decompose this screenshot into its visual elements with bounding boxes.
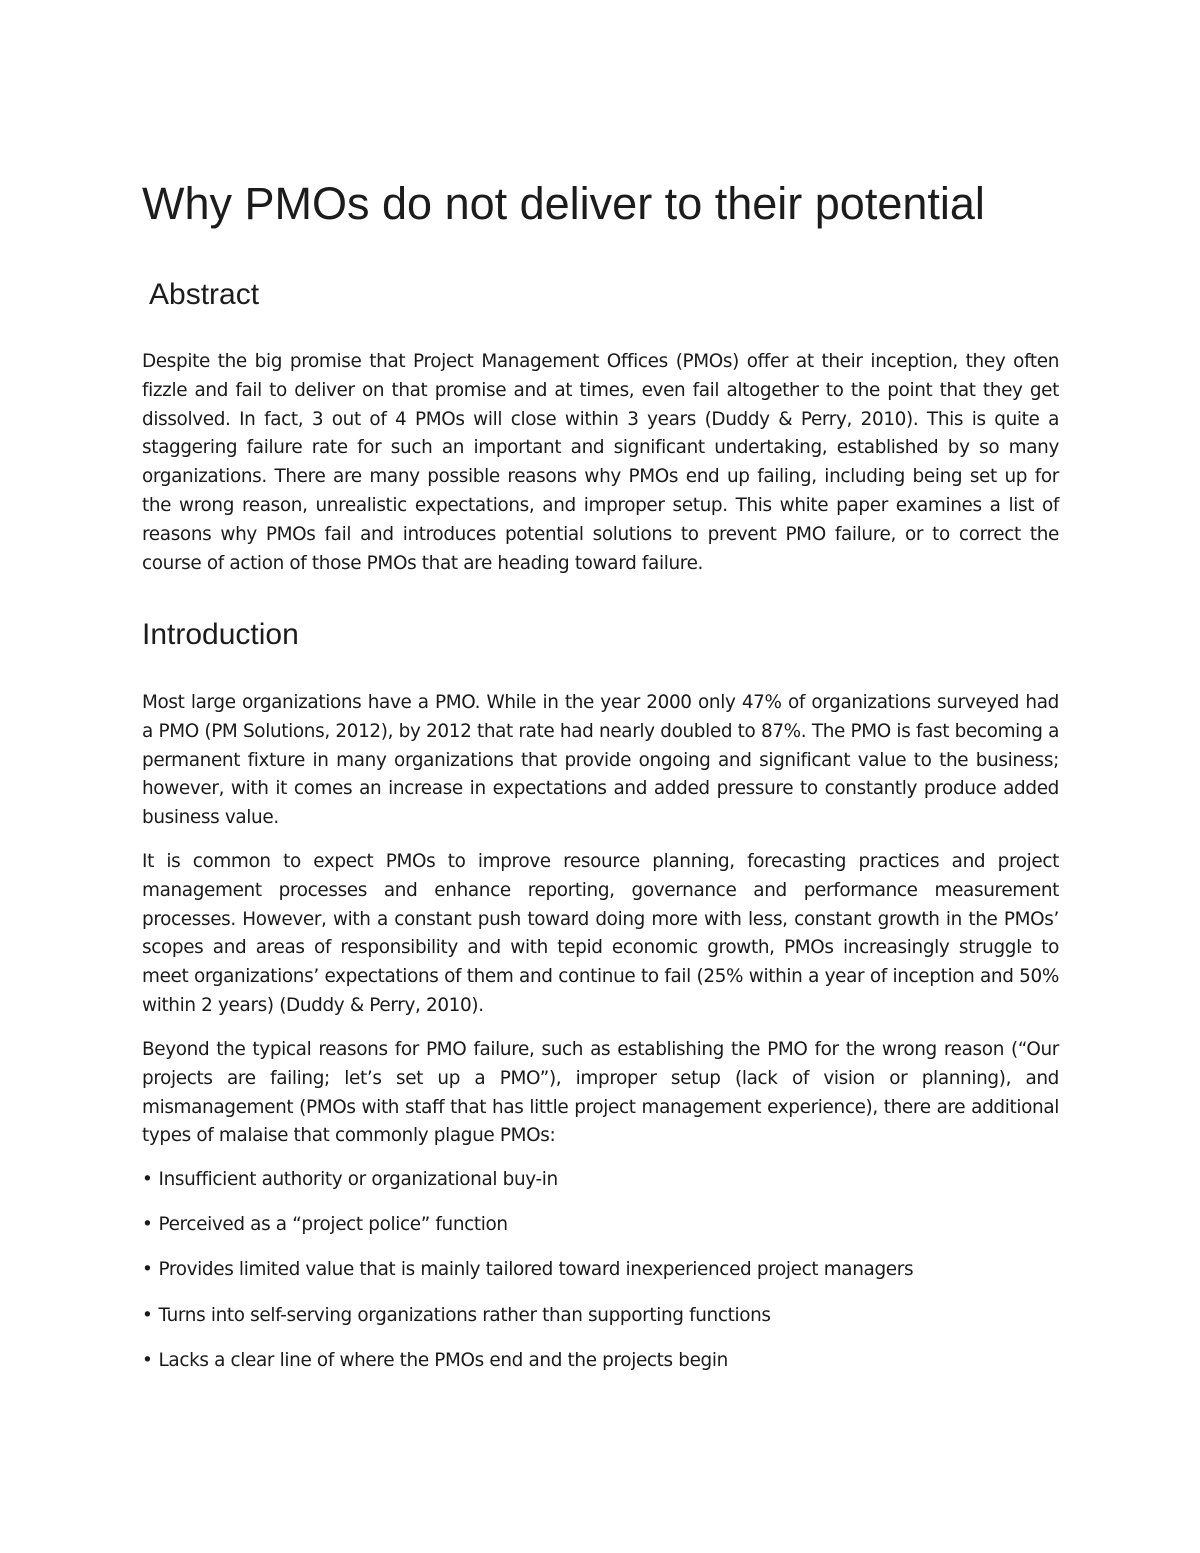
- bullet-icon: •: [142, 1304, 153, 1326]
- bullet-icon: •: [142, 1214, 153, 1236]
- abstract-heading: Abstract: [149, 278, 260, 311]
- introduction-paragraph-2: It is common to expect PMOs to improve resource planning, forecasting practices and project management processes and enhance reporting, governance and performance measurement processes. However, with a constant push toward doing more with less, constant growth in the PMOs’ scopes and areas of responsibility and with tepid economic growth, PMOs increasingly struggle to meet organizations’ expectations of them and continue to fail (25% within a year of inception and 50% within 2 years) (Duddy & Perry, 2010).: [142, 851, 1059, 1016]
- bullet-text: Provides limited value that is mainly tailored toward inexperienced project managers: [158, 1259, 914, 1281]
- bullet-item: [142, 1166, 1059, 1211]
- bullet-item: [142, 1302, 1059, 1347]
- bullet-icon: •: [142, 1349, 153, 1371]
- bullet-text: Lacks a clear line of where the PMOs end and the projects begin: [158, 1349, 728, 1371]
- introduction-paragraph-1: Most large organizations have a PMO. While in the year 2000 only 47% of organizations surveyed had a PMO (PM Solutions, 2012), by 2012 that rate had nearly doubled to 87%. The PMO is fast becoming a permanent fixture in many organizations that provide ongoing and significant value to the business; however, with it comes an increase in expectations and added pressure to constantly produce added business value.: [142, 692, 1059, 829]
- bullet-icon: •: [142, 1169, 153, 1190]
- bullet-text: Insufficient authority or organizational buy-in: [158, 1169, 558, 1190]
- bullet-item: [142, 1347, 1059, 1392]
- introduction-paragraph-3: Beyond the typical reasons for PMO failure, such as establishing the PMO for the wrong reason (“Our projects are failing; let’s set up a PMO”), improper setup (lack of vision or planning), and mismanagement (PMOs with staff that has little project management experience), there are additional types of malaise that commonly plague PMOs:: [142, 1039, 1059, 1147]
- bullet-item: [142, 1211, 1059, 1256]
- bullet-item: [142, 1256, 1059, 1301]
- abstract-paragraph: Despite the big promise that Project Management Offices (PMOs) offer at their inception, they often fizzle and fail to deliver on that promise and at times, even fail altogether to the point that they get dissolved. In fact, 3 out of 4 PMOs will close within 3 years (Duddy & Perry, 2010). This is quite a staggering failure rate for such an important and significant undertaking, established by so many organizations. There are many possible reasons why PMOs end up failing, including being set up for the wrong reason, unrealistic expectations, and improper setup. This white paper examines a list of reasons why PMOs fail and introduces potential solutions to prevent PMO failure, or to correct the course of action of those PMOs that are heading toward failure.: [142, 351, 1059, 574]
- introduction-heading: Introduction: [142, 618, 299, 651]
- bullet-icon: •: [142, 1259, 153, 1281]
- document-title: Why PMOs do not deliver to their potential: [142, 178, 985, 229]
- malaise-bullet-list: [142, 1166, 1059, 1392]
- bullet-text: Turns into self-serving organizations rather than supporting functions: [158, 1304, 771, 1326]
- bullet-text: Perceived as a “project police” function: [158, 1214, 508, 1236]
